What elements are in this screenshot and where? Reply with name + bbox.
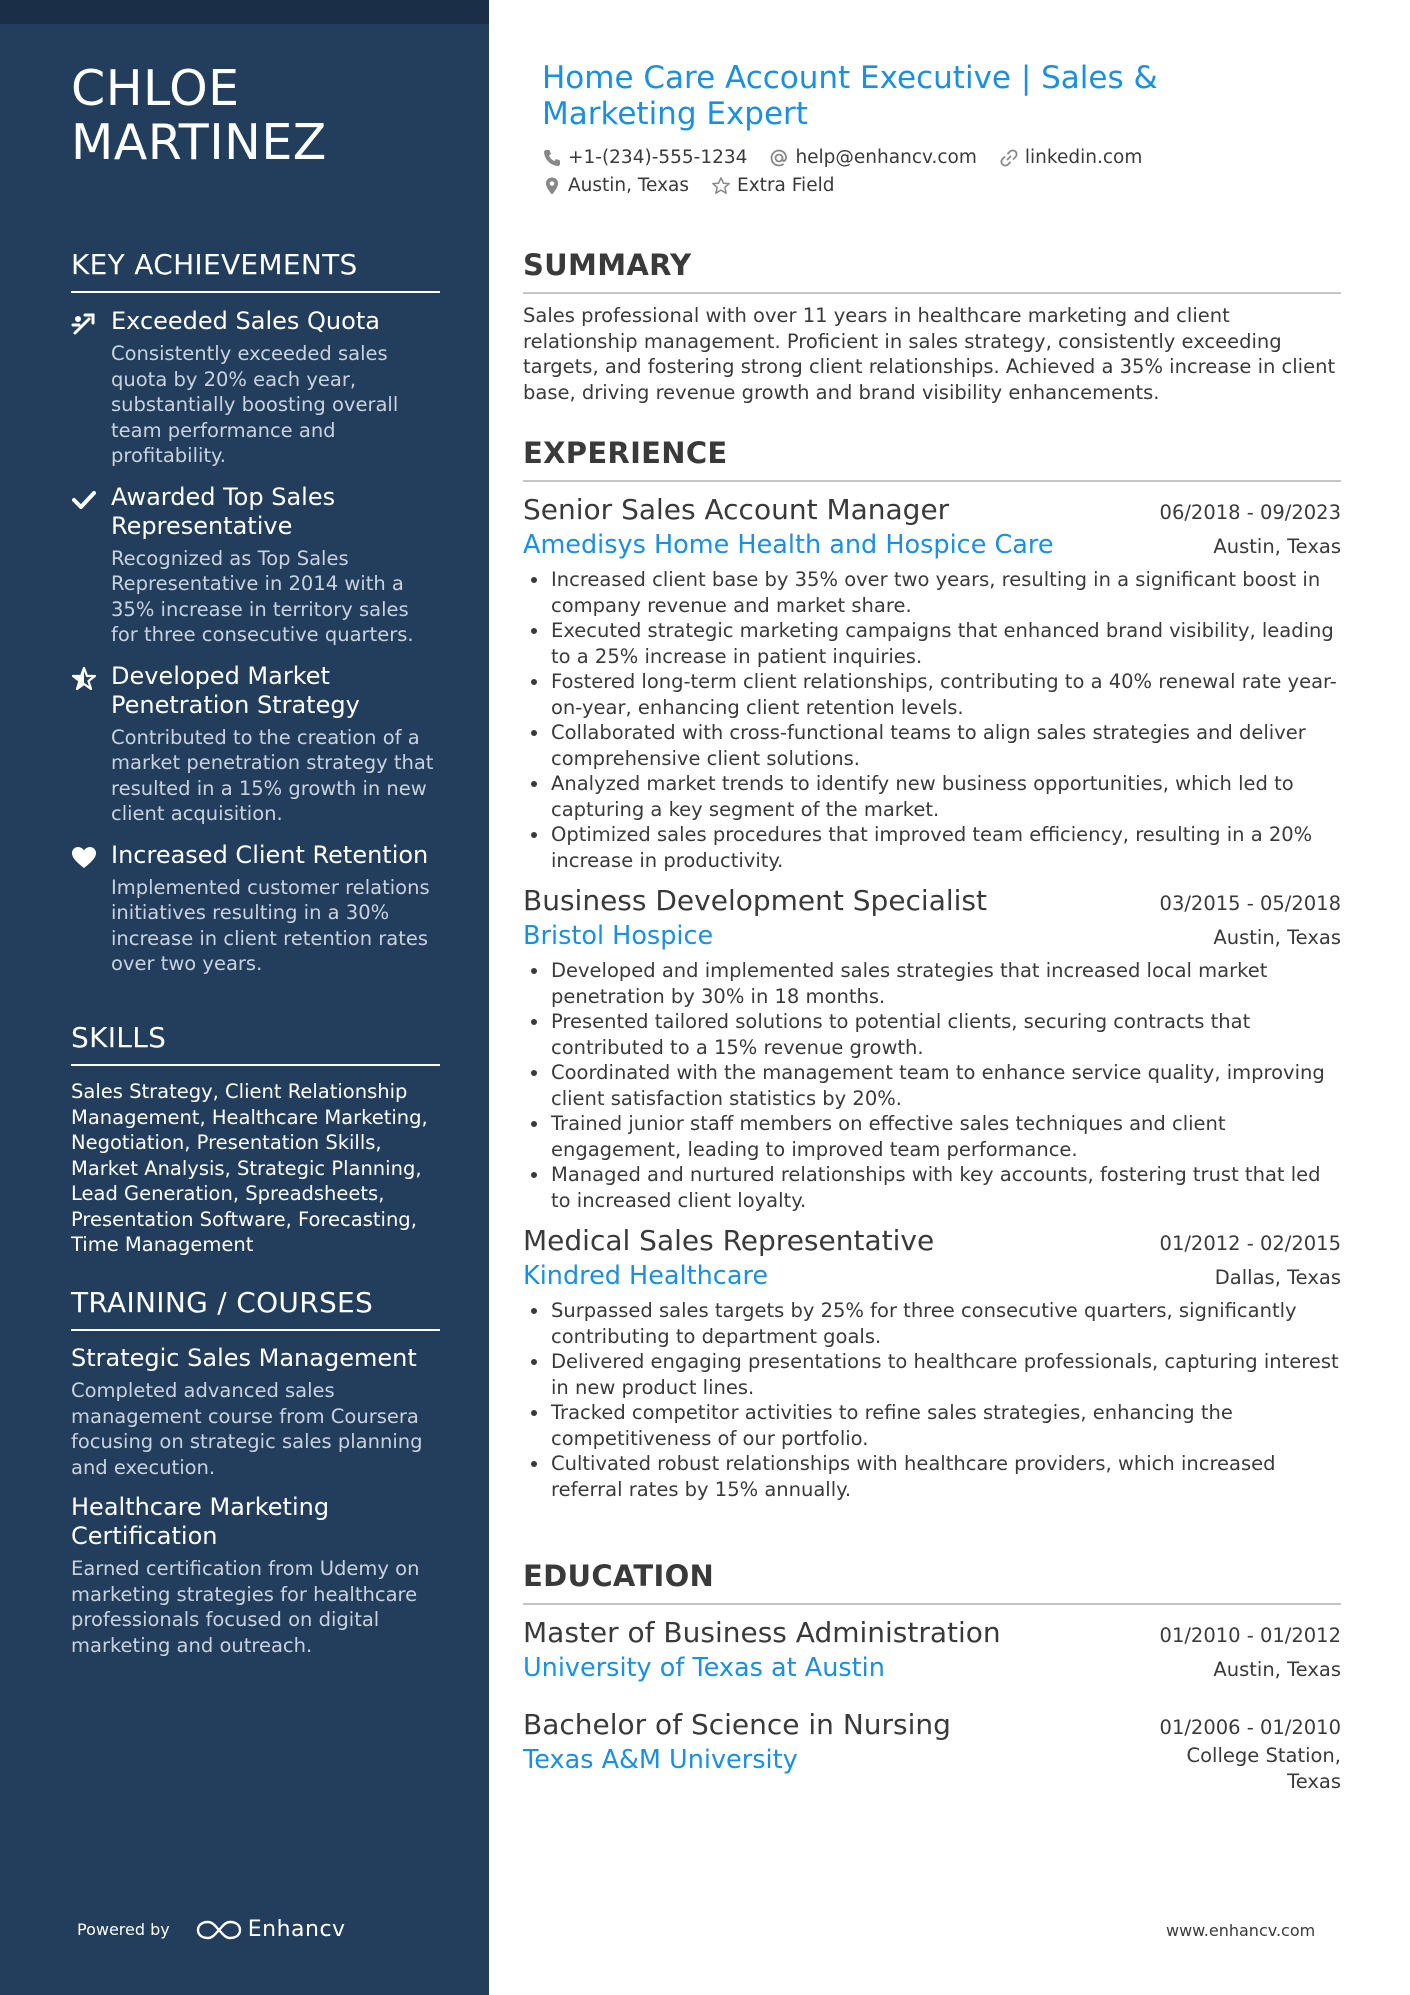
training-section bbox=[71, 1286, 440, 1658]
job-dates: 01/2012 - 02/2015 bbox=[1159, 1232, 1341, 1255]
job-location: Dallas, Texas bbox=[1214, 1266, 1341, 1289]
bullet-item: Managed and nurtured relationships with key accounts, fostering trust that led to increased client loyalty. bbox=[523, 1162, 1341, 1213]
education-dates: 01/2010 - 01/2012 bbox=[1159, 1624, 1341, 1647]
experience-entry bbox=[523, 1223, 1341, 1502]
bullet-item: Presented tailored solutions to potential clients, securing contracts that contributed to a 15% revenue growth. bbox=[523, 1009, 1341, 1060]
achievement-title: Awarded Top Sales Representative bbox=[111, 482, 336, 540]
job-dates: 06/2018 - 09/2023 bbox=[1159, 501, 1341, 524]
powered-by bbox=[77, 1917, 346, 1942]
experience-entry bbox=[523, 492, 1341, 873]
job-location: Austin, Texas bbox=[1213, 535, 1341, 558]
school-location: College Station, Texas bbox=[1186, 1744, 1341, 1793]
education-entry bbox=[523, 1615, 1341, 1685]
education-entry bbox=[523, 1707, 1341, 1794]
extra-field-text: Extra Field bbox=[737, 175, 835, 196]
linkedin-text: linkedin.com bbox=[1024, 147, 1143, 168]
school-location: Austin, Texas bbox=[1213, 1658, 1341, 1681]
bullet-item: Delivered engaging presentations to healthcare professionals, capturing interest in new product lines. bbox=[523, 1349, 1341, 1400]
school-name: University of Texas at Austin bbox=[523, 1653, 885, 1683]
location-text: Austin, Texas bbox=[568, 175, 690, 196]
link-icon bbox=[999, 148, 1019, 168]
infinity-logo-icon bbox=[196, 1918, 242, 1942]
achievement-item bbox=[71, 662, 440, 827]
course-title: Strategic Sales Management bbox=[71, 1344, 417, 1372]
summary-heading: SUMMARY bbox=[523, 248, 1341, 294]
candidate-name: CHLOE MARTINEZ bbox=[71, 60, 327, 171]
job-role: Business Development Specialist bbox=[523, 884, 987, 917]
at-icon bbox=[769, 148, 789, 168]
main-content bbox=[523, 0, 1341, 1995]
achievement-title: Increased Client Retention bbox=[111, 840, 429, 869]
school-name: Texas A&M University bbox=[523, 1745, 798, 1775]
degree-name: Master of Business Administration bbox=[523, 1616, 1001, 1649]
achievement-title: Developed Market Penetration Strategy bbox=[111, 661, 360, 719]
sidebar bbox=[0, 0, 489, 1995]
contact-phone[interactable] bbox=[542, 148, 747, 168]
job-location: Austin, Texas bbox=[1213, 926, 1341, 949]
bullet-item: Cultivated robust relationships with healthcare providers, which increased referral rates by 15% annually. bbox=[523, 1451, 1341, 1502]
bullet-item: Collaborated with cross-functional teams to align sales strategies and deliver comprehensive client solutions. bbox=[523, 720, 1341, 771]
skills-section bbox=[71, 1021, 440, 1258]
experience-entry bbox=[523, 883, 1341, 1213]
job-role: Medical Sales Representative bbox=[523, 1224, 935, 1257]
summary-text: Sales professional with over 11 years in healthcare marketing and client relationship management. Proficient in sales strategy, consistently exceeding targets, and fostering strong client relationships. Achieved a 35% increase in client base, driving revenue growth and brand visibility enhancements. bbox=[523, 304, 1336, 404]
company-name: Bristol Hospice bbox=[523, 921, 714, 951]
experience-heading: EXPERIENCE bbox=[523, 436, 1341, 482]
phone-text: +1-(234)-555-1234 bbox=[568, 147, 748, 168]
sidebar-top-bar bbox=[0, 0, 489, 24]
bullet-item: Coordinated with the management team to enhance service quality, improving client satisfaction statistics by 20%. bbox=[523, 1060, 1341, 1111]
bullet-item: Tracked competitor activities to refine sales strategies, enhancing the competitiveness of our portfolio. bbox=[523, 1400, 1341, 1451]
achievement-description: Contributed to the creation of a market penetration strategy that resulted in a 15% growth in new client acquisition. bbox=[111, 725, 434, 825]
job-bullets bbox=[523, 567, 1341, 873]
achievement-title: Exceeded Sales Quota bbox=[111, 307, 380, 335]
course-title: Healthcare Marketing Certification bbox=[71, 1493, 330, 1550]
course-description: Completed advanced sales management course from Coursera focusing on strategic sales planning and execution. bbox=[71, 1379, 423, 1479]
footer-url[interactable]: www.enhancv.com bbox=[1166, 1921, 1316, 1940]
target-arrow-icon bbox=[71, 311, 97, 337]
powered-by-label: Powered by bbox=[77, 1920, 170, 1939]
achievement-description: Recognized as Top Sales Representative in 2014 with a 35% increase in territory sales for three consecutive quarters. bbox=[111, 546, 414, 646]
course-item bbox=[71, 1344, 440, 1480]
company-name: Kindred Healthcare bbox=[523, 1261, 769, 1291]
job-bullets bbox=[523, 958, 1341, 1213]
email-text: help@enhancv.com bbox=[795, 147, 977, 168]
degree-name: Bachelor of Science in Nursing bbox=[523, 1708, 951, 1741]
bullet-item: Increased client base by 35% over two years, resulting in a significant boost in company revenue and market share. bbox=[523, 567, 1341, 618]
company-name: Amedisys Home Health and Hospice Care bbox=[523, 530, 1054, 560]
achievement-item bbox=[71, 841, 440, 977]
bullet-item: Analyzed market trends to identify new business opportunities, which led to capturing a key segment of the market. bbox=[523, 771, 1341, 822]
skills-list: Sales Strategy, Client Relationship Management, Healthcare Marketing, Negotiation, Presentation Skills, Market Analysis, Strategic Planning, Lead Generation, Spreadsheets, Presentation Software, Forecasting, Time Management bbox=[71, 1080, 428, 1256]
achievement-description: Implemented customer relations initiatives resulting in a 30% increase in client retention rates over two years. bbox=[111, 875, 430, 975]
contact-extra-field bbox=[711, 176, 834, 196]
checkmark-icon bbox=[71, 487, 97, 513]
summary-section bbox=[523, 248, 1341, 405]
contact-info bbox=[542, 148, 1332, 196]
headline: Home Care Account Executive | Sales & Marketing Expert bbox=[542, 60, 1158, 132]
job-role: Senior Sales Account Manager bbox=[523, 493, 950, 526]
brand-name: Enhancv bbox=[247, 1917, 346, 1942]
heart-icon bbox=[71, 845, 97, 871]
location-pin-icon bbox=[542, 176, 562, 196]
key-achievements-section bbox=[71, 248, 440, 977]
bullet-item: Developed and implemented sales strategies that increased local market penetration by 30% in 18 months. bbox=[523, 958, 1341, 1009]
contact-location bbox=[542, 176, 689, 196]
experience-section bbox=[523, 436, 1341, 1502]
bullet-item: Executed strategic marketing campaigns that enhanced brand visibility, leading to a 25% increase in patient inquiries. bbox=[523, 618, 1341, 669]
education-dates: 01/2006 - 01/2010 bbox=[1159, 1716, 1341, 1739]
phone-icon bbox=[542, 148, 562, 168]
achievement-item bbox=[71, 483, 440, 648]
key-achievements-heading: KEY ACHIEVEMENTS bbox=[71, 248, 440, 293]
achievement-description: Consistently exceeded sales quota by 20% each year, substantially boosting overall team performance and profitability. bbox=[111, 342, 399, 467]
course-item bbox=[71, 1493, 440, 1658]
star-icon bbox=[711, 176, 731, 196]
bullet-item: Surpassed sales targets by 25% for three consecutive quarters, significantly contributing to department goals. bbox=[523, 1298, 1341, 1349]
achievement-item bbox=[71, 307, 440, 469]
contact-email[interactable] bbox=[769, 148, 976, 168]
job-dates: 03/2015 - 05/2018 bbox=[1159, 892, 1341, 915]
bullet-item: Trained junior staff members on effective sales techniques and client engagement, leading to improved team performance. bbox=[523, 1111, 1341, 1162]
course-description: Earned certification from Udemy on marketing strategies for healthcare professionals focused on digital marketing and outreach. bbox=[71, 1557, 420, 1657]
education-heading: EDUCATION bbox=[523, 1559, 1341, 1605]
half-star-icon bbox=[71, 666, 97, 692]
enhancv-logo[interactable] bbox=[196, 1917, 346, 1942]
contact-linkedin[interactable] bbox=[999, 148, 1142, 168]
bullet-item: Optimized sales procedures that improved team efficiency, resulting in a 20% increase in productivity. bbox=[523, 822, 1341, 873]
job-bullets bbox=[523, 1298, 1341, 1502]
training-heading: TRAINING / COURSES bbox=[71, 1286, 440, 1331]
bullet-item: Fostered long-term client relationships, contributing to a 40% renewal rate year-on-year, enhancing client retention levels. bbox=[523, 669, 1341, 720]
education-section bbox=[523, 1559, 1341, 1794]
skills-heading: SKILLS bbox=[71, 1021, 440, 1066]
